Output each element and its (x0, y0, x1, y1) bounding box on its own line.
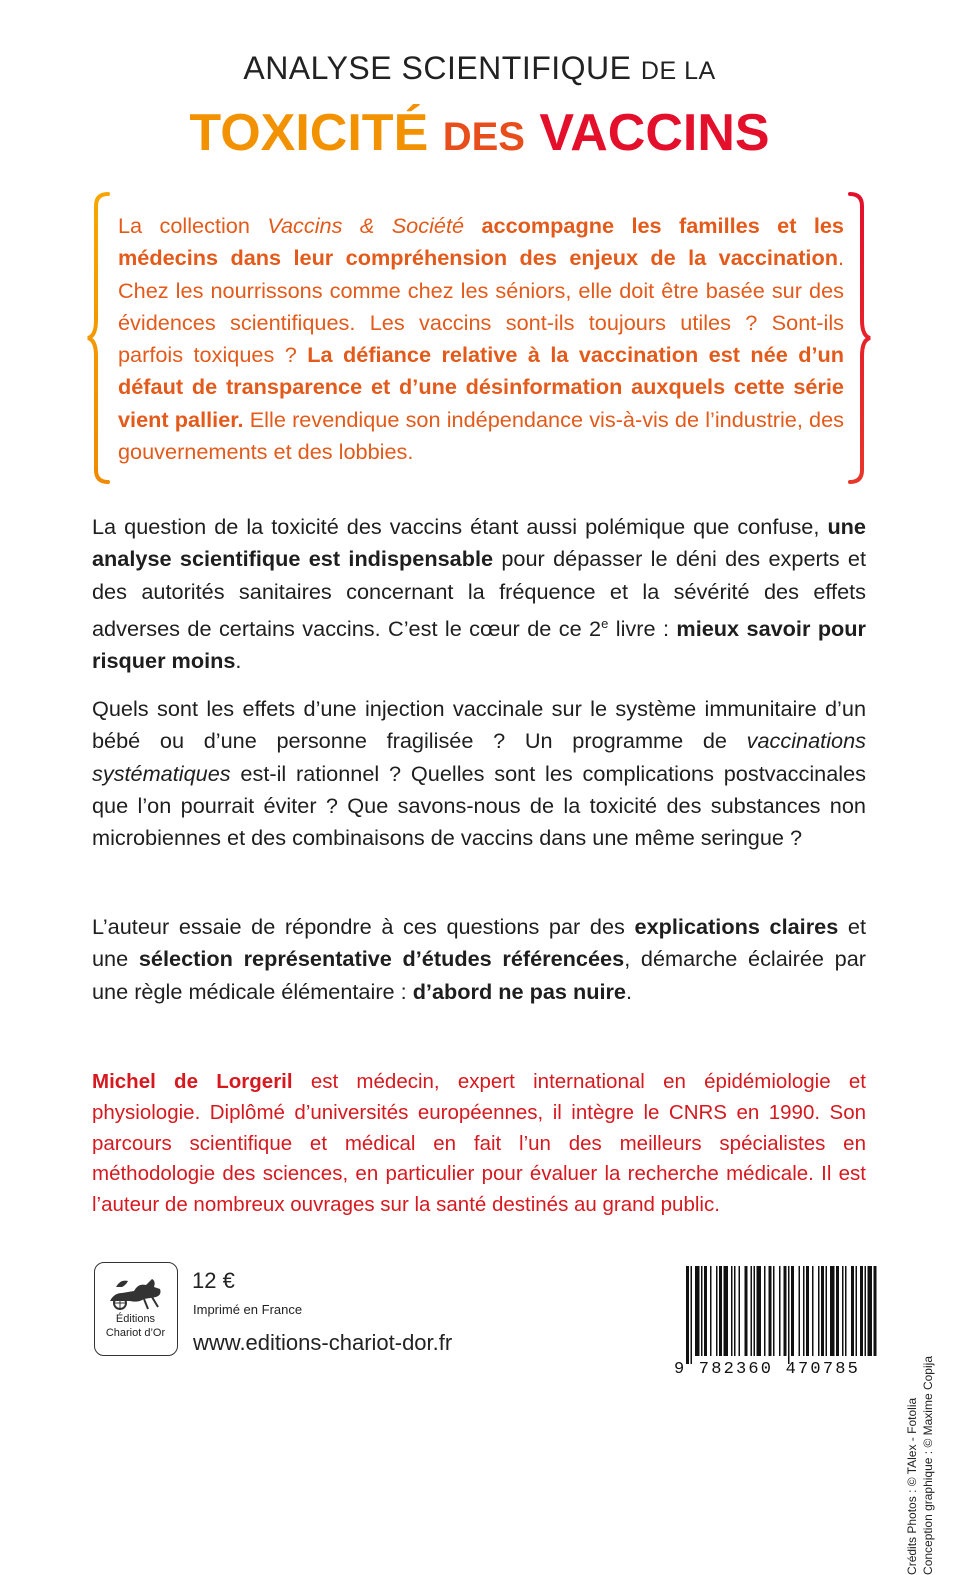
author-bio-text: est médecin, expert international en épidémiologie et physiologie. Diplômé d’universités européennes, il intègre le CNRS en 1990. Son parcours scientifique et médical en fait l’un des meilleurs spécialistes en méthodologie des sciences, en particulier pour évaluer la recherche médicale. Il est l’auteur de nombreux ouvrages sur la santé destinés au grand public. (92, 1070, 867, 1217)
barcode-bar (874, 1266, 877, 1356)
author-bio (92, 1067, 866, 1221)
barcode-bar (754, 1266, 756, 1356)
intro-emphasis: accompagne les familles et les médecins dans leur compréhension des enjeux de la vaccination (118, 213, 844, 271)
barcode-bar (842, 1266, 844, 1356)
body-text: livre : (608, 616, 677, 642)
collection-intro (118, 210, 844, 468)
title-line-1 (0, 50, 959, 87)
barcode-bar (826, 1266, 828, 1356)
left-brace-decoration (86, 190, 112, 486)
intro-text: . Chez les nourrissons comme chez les séniors, elle doit être basée sur des évidences scientifiques. Les vaccins sont-ils toujours utiles ? Sont-ils parfois toxiques ? (118, 245, 844, 368)
credits (904, 1076, 944, 1575)
barcode-bar (695, 1266, 700, 1356)
ordinal-superscript: e (601, 615, 609, 631)
paragraph-3 (92, 911, 866, 1008)
barcode-bar (710, 1266, 712, 1356)
title-toxicite: TOXICITÉ (189, 104, 429, 162)
intro-text (464, 213, 481, 238)
barcode-bar (803, 1266, 805, 1356)
barcode-bar (745, 1266, 748, 1356)
body-text: L’auteur essaie de répondre à ces questions par des (92, 914, 635, 939)
paragraph-1 (92, 511, 866, 678)
title-des: DES (442, 115, 525, 159)
body-emphasis: sélection représentative d’études référencées (138, 946, 625, 972)
publisher-logo (94, 1262, 178, 1356)
barcode-bar (724, 1266, 729, 1356)
credits-text (904, 1356, 936, 1575)
body-text: , démarche éclairée par une règle médicale élémentaire : (92, 946, 866, 1004)
body-text: pour dépasser le déni des experts et des autorités sanitaires concernant la fréquence et la sévérité des effets adverses de certains vaccins. C’est le cœur de ce 2 (92, 546, 867, 642)
barcode-bar (751, 1266, 753, 1356)
barcode-bar (784, 1266, 787, 1356)
body-text: Quels sont les effets d’une injection vaccinale sur le système immunitaire d’un bébé ou d’une personne fragilisée ? Un programme de (92, 696, 866, 754)
barcode-bar (686, 1266, 689, 1364)
price: 12 € (192, 1268, 235, 1293)
barcode-bar (791, 1266, 794, 1356)
barcode-bar (830, 1266, 835, 1356)
intro-text: La collection (118, 213, 268, 238)
body-text: est-il rationnel ? Quelles sont les complications postvaccinales que l’on pourrait éviter ? Que savons-nous de la toxicité des substances non microbiennes et des combinaisons de vaccins dans une même seringue ? (92, 760, 866, 851)
body-text: . (625, 978, 633, 1004)
intro-text: Elle revendique son indépendance vis-à-vis de l’industrie, des gouvernements et des lobbies. (118, 406, 845, 465)
right-brace-decoration (846, 190, 872, 486)
body-text: et une (92, 914, 866, 972)
barcode-bar (769, 1266, 772, 1356)
barcode-bar (788, 1266, 790, 1364)
barcode-bar (731, 1266, 733, 1356)
body-italic: vaccinations systématiques (92, 728, 866, 786)
barcode-bar (845, 1266, 847, 1356)
barcode-bar (716, 1266, 718, 1356)
title-line-2 (0, 103, 959, 163)
logo-text-line-2: Chariot d’Or (105, 1327, 166, 1339)
barcode-bar (704, 1266, 707, 1356)
collection-name: Vaccins & Société (267, 213, 465, 238)
barcode-bar (779, 1266, 781, 1356)
barcode-bar (836, 1266, 839, 1356)
body-text: . (235, 648, 242, 674)
author-name: Michel de Lorgeril (92, 1070, 293, 1093)
barcode-bar (860, 1266, 863, 1356)
title-main: ANALYSE SCIENTIFIQUE (243, 50, 632, 86)
barcode-bar (701, 1266, 703, 1356)
barcode-bar (865, 1266, 867, 1356)
body-text: La question de la toxicité des vaccins étant aussi polémique que confuse, (92, 514, 828, 539)
barcode-bar (719, 1266, 722, 1356)
printed-in: Imprimé en France (193, 1302, 303, 1317)
body-emphasis: explications claires (634, 914, 839, 939)
barcode-bar (773, 1266, 775, 1356)
body-emphasis: mieux savoir pour risquer moins (92, 616, 866, 674)
barcode-bar (691, 1266, 693, 1364)
barcode-bar (821, 1266, 824, 1356)
body-emphasis: d’abord ne pas nuire (412, 978, 626, 1004)
logo-text-line-1: Éditions (115, 1313, 156, 1325)
barcode-bar (856, 1266, 858, 1356)
barcode-bar (734, 1266, 736, 1356)
design-credit: Conception graphique : © Maxime Copija (921, 1356, 935, 1575)
barcode-bar (818, 1266, 820, 1356)
body-emphasis: une analyse scientifique est indispensable (92, 514, 866, 572)
publisher-website: www.editions-chariot-dor.fr (193, 1330, 453, 1355)
intro-emphasis: La défiance relative à la vaccination est née d’un défaut de transparence et d’une désinformation auxquels cette série vient pallier. (118, 342, 845, 432)
barcode-bar (739, 1266, 741, 1356)
barcode-bar (812, 1266, 814, 1356)
barcode-bar (757, 1266, 762, 1356)
chariot-emblem-icon (104, 1271, 168, 1311)
title-small: DE LA (640, 57, 716, 85)
barcode-bar (868, 1266, 873, 1356)
barcode-bar (799, 1266, 801, 1356)
barcode-bar (764, 1266, 766, 1356)
photo-credit: Crédits Photos : © TAlex - Fotolia (905, 1397, 919, 1575)
isbn-number: 9 782360 470785 (674, 1360, 861, 1379)
barcode-bar (806, 1266, 809, 1356)
barcode-bar (851, 1266, 854, 1356)
paragraph-2 (92, 693, 866, 854)
title-vaccins: VACCINS (539, 104, 770, 162)
